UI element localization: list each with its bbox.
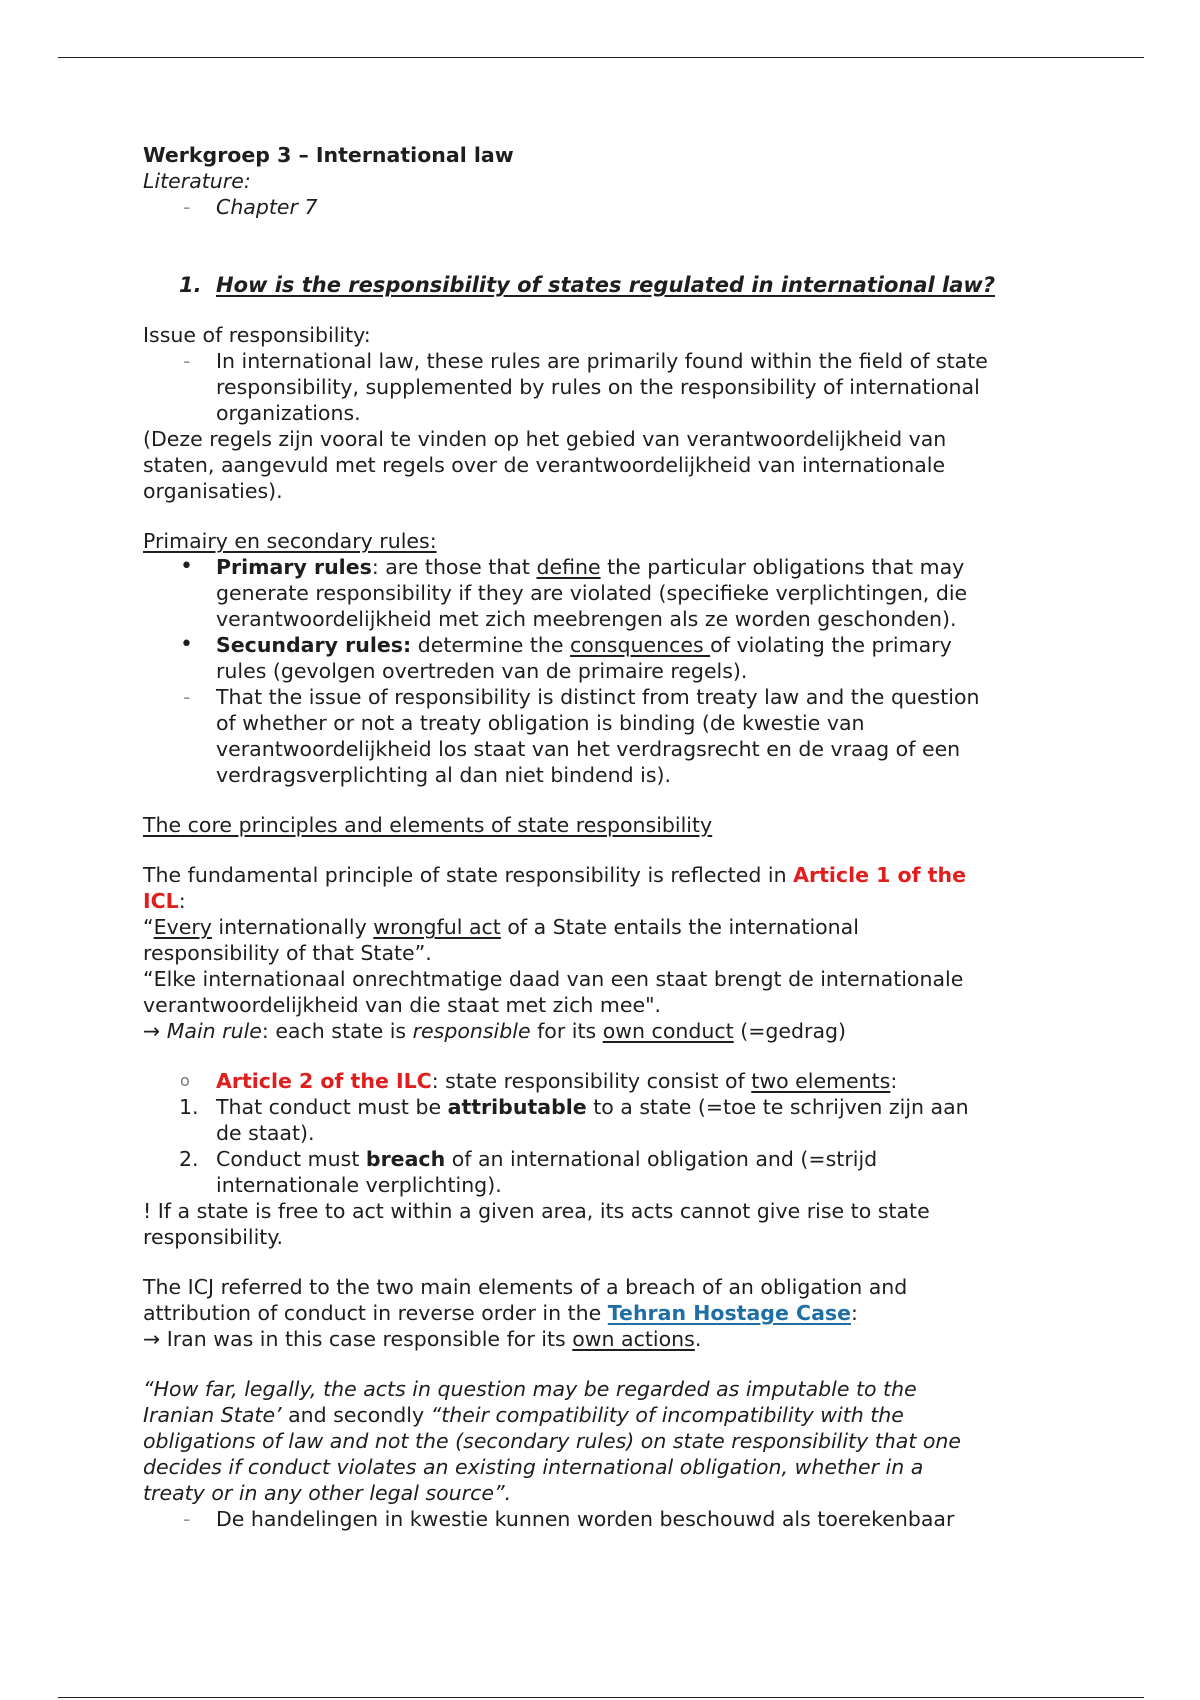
bullet-marker: •: [180, 632, 193, 657]
footer-rule: [58, 1697, 1144, 1698]
text-line: rules (gevolgen overtreden van de primaire regels).: [216, 659, 748, 683]
text-line: De handelingen in kwestie kunnen worden beschouwd als toerekenbaar: [216, 1507, 955, 1531]
rules-heading: Primairy en secondary rules:: [143, 529, 437, 553]
text-line: In international law, these rules are primarily found within the field of state: [216, 349, 988, 373]
dash-marker: -: [183, 1507, 191, 1531]
text-line: verantwoordelijkheid met zich meebrengen als ze worden geschonden).: [216, 607, 957, 631]
article2-reference: Article 2 of the ILC: [216, 1069, 432, 1093]
text-line: staten, aangevuld met regels over de verantwoordelijkheid van internationale: [143, 453, 946, 477]
header-rule: [58, 57, 1144, 58]
secondary-rules-bullet: [143, 632, 1073, 684]
text-fragment: to a state (=toe te schrijven zijn aan: [586, 1095, 969, 1119]
text-line: responsibility.: [143, 1225, 284, 1249]
text-line: verdragsverplichting al dan niet bindend is).: [216, 763, 672, 787]
text-fragment: attribution of conduct in reverse order in the: [143, 1301, 608, 1325]
text-line: The ICJ referred to the two main elements of a breach of an obligation and: [143, 1275, 908, 1299]
article2-item: [143, 1068, 1073, 1094]
text-fragment: Conduct must: [216, 1147, 366, 1171]
text-line: (Deze regels zijn vooral te vinden op het gebied van verantwoordelijkheid van: [143, 427, 947, 451]
text-fragment: Every: [153, 915, 212, 939]
text-line: organizations.: [216, 401, 361, 425]
text-fragment: own actions: [572, 1327, 695, 1351]
text-fragment: Iranian State’: [143, 1403, 282, 1427]
text-fragment: the particular obligations that may: [600, 555, 965, 579]
arrow-icon: →: [143, 1019, 167, 1043]
text-fragment: Main rule: [166, 1019, 262, 1043]
question-number: 1.: [179, 273, 202, 297]
document-page: [143, 142, 1073, 1532]
text-line: generate responsibility if they are violated (specifieke verplichtingen, die: [216, 581, 968, 605]
tehran-hostage-case-link[interactable]: Tehran Hostage Case: [607, 1301, 852, 1325]
primary-term: Primary rules: [216, 555, 372, 579]
text-fragment: “their compatibility of incompatibility with the: [430, 1403, 904, 1427]
doc-title: Werkgroep 3 – International law: [143, 143, 514, 167]
text-fragment: breach: [365, 1147, 446, 1171]
text-line: of whether or not a treaty obligation is binding (de kwestie van: [216, 711, 865, 735]
text-fragment: That conduct must be: [216, 1095, 448, 1119]
text-fragment: “: [143, 915, 154, 939]
text-fragment: :: [851, 1301, 858, 1325]
text-fragment: The fundamental principle of state responsibility is reflected in: [143, 863, 794, 887]
text-fragment: : state responsibility consist of: [431, 1069, 752, 1093]
text-fragment: and secondly: [281, 1403, 431, 1427]
text-fragment: → Iran was in this case responsible for its: [143, 1327, 573, 1351]
secondary-term: Secundary rules:: [216, 633, 412, 657]
element-2: [143, 1146, 1073, 1198]
text-line: “Elke internationaal onrechtmatige daad van een staat brengt de internationale: [143, 967, 964, 991]
text-fragment: .: [694, 1327, 702, 1351]
text-line: internationale verplichting).: [216, 1173, 502, 1197]
text-line: decides if conduct violates an existing international obligation, whether in a: [143, 1455, 924, 1479]
text-line: That the issue of responsibility is distinct from treaty law and the question: [216, 685, 980, 709]
element-1: [143, 1094, 1073, 1146]
text-fragment: attributable: [447, 1095, 587, 1119]
text-fragment: : each state is: [261, 1019, 413, 1043]
dash-marker: -: [183, 349, 191, 373]
text-fragment: consquences: [569, 633, 711, 657]
issue-heading: Issue of responsibility:: [143, 323, 371, 347]
text-line: organisaties).: [143, 479, 283, 503]
number-marker: 1.: [179, 1095, 199, 1119]
text-line: “How far, legally, the acts in question may be regarded as imputable to the: [143, 1377, 917, 1401]
text-fragment: define: [536, 555, 601, 579]
text-fragment: of an international obligation and (=strijd: [445, 1147, 878, 1171]
number-marker: 2.: [179, 1147, 199, 1171]
main-rule-line: [143, 1018, 1073, 1044]
question-text: How is the responsibility of states regulated in international law?: [216, 273, 995, 297]
literature-item-text: Chapter 7: [216, 195, 318, 219]
dash-marker: -: [183, 685, 191, 709]
text-line: verantwoordelijkheid los staat van het verdragsrecht en de vraag of een: [216, 737, 961, 761]
text-fragment: responsible: [412, 1019, 531, 1043]
text-line: ! If a state is free to act within a given area, its acts cannot give rise to state: [143, 1199, 930, 1223]
bullet-marker: •: [180, 554, 193, 579]
primary-rules-bullet: [143, 554, 1073, 632]
last-bullet: [143, 1506, 1073, 1532]
article1-reference: Article 1 of the: [793, 863, 966, 887]
text-line: responsibility of that State”.: [143, 941, 432, 965]
text-line: treaty or in any other legal source”.: [143, 1481, 512, 1505]
dash-marker: -: [183, 195, 191, 219]
text-fragment: for its: [530, 1019, 603, 1043]
text-fragment: internationally: [211, 915, 374, 939]
text-fragment: determine the: [411, 633, 570, 657]
text-fragment: own conduct: [602, 1019, 734, 1043]
text-fragment: of violating the primary: [710, 633, 952, 657]
text-fragment: (=gedrag): [733, 1019, 847, 1043]
text-fragment: :: [890, 1069, 898, 1093]
circle-marker: o: [180, 1071, 190, 1090]
literature-item: [143, 194, 1073, 220]
issue-bullet: [143, 348, 1073, 426]
text-line: responsibility, supplemented by rules on the responsibility of international: [216, 375, 980, 399]
literature-label: Literature:: [143, 169, 251, 193]
question-heading: [143, 272, 1073, 298]
text-fragment: of a State entails the international: [500, 915, 859, 939]
text-line: verantwoordelijkheid van die staat met zich mee".: [143, 993, 662, 1017]
article1-reference-cont: ICL: [143, 889, 179, 913]
text-fragment: two elements: [751, 1069, 891, 1093]
text-line: obligations of law and not the (secondary rules) on state responsibility that one: [143, 1429, 962, 1453]
core-heading: The core principles and elements of state responsibility: [143, 813, 713, 837]
distinct-bullet: [143, 684, 1073, 788]
text-line: de staat).: [216, 1121, 315, 1145]
text-fragment: :: [178, 889, 186, 913]
text-fragment: : are those that: [371, 555, 537, 579]
text-fragment: wrongful act: [373, 915, 501, 939]
